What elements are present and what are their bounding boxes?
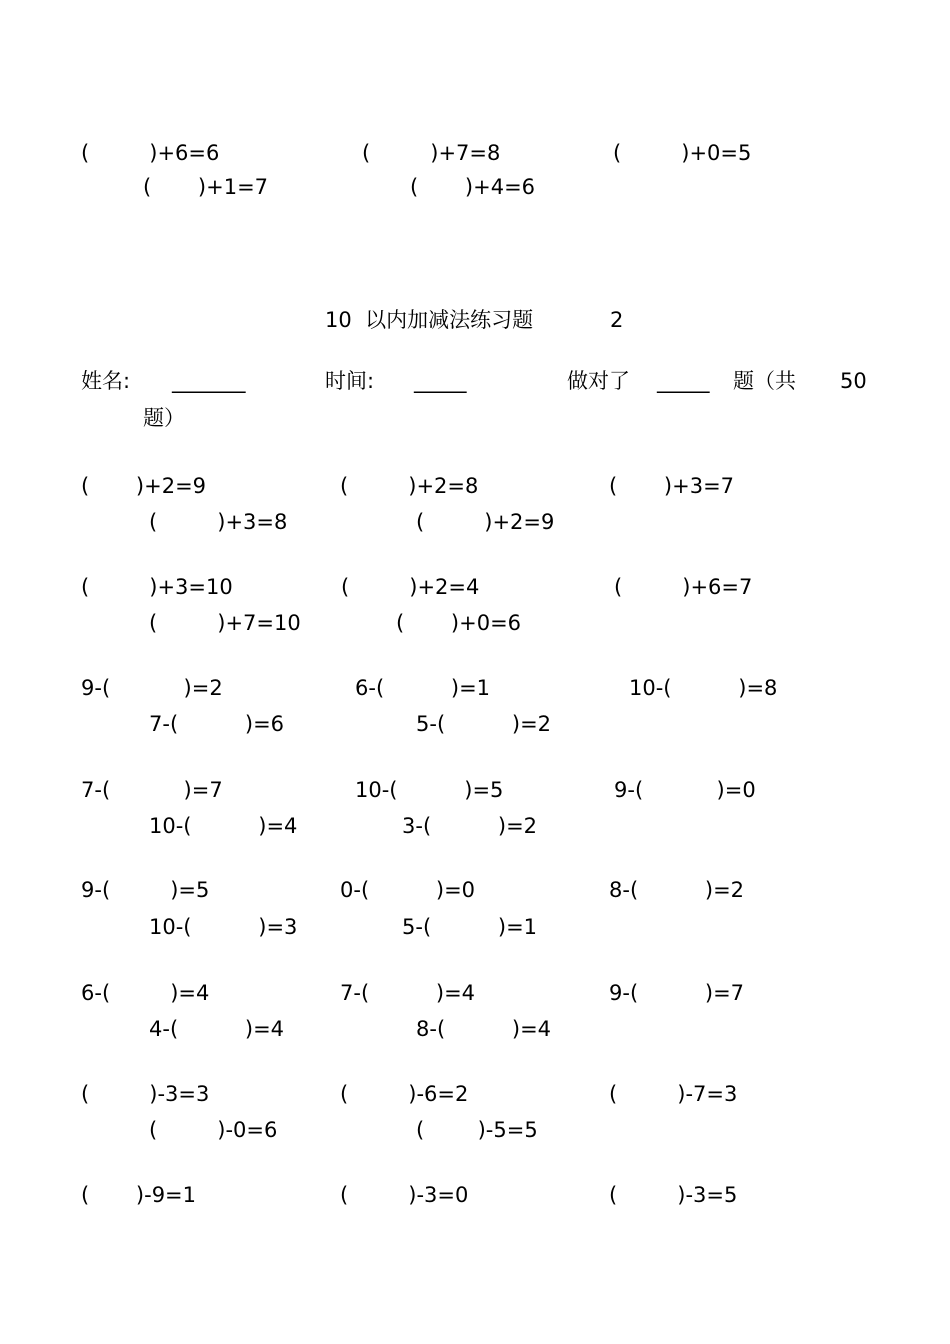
problem: 5-( )=1 (402, 915, 538, 939)
problem: ( )+3=10 (81, 575, 233, 599)
correct-blank: _____ (657, 369, 710, 393)
time-blank: _____ (414, 369, 467, 393)
problem: ( )-6=2 (340, 1082, 469, 1106)
worksheet-number: 2 (610, 308, 624, 332)
problem: ( )-5=5 (416, 1118, 538, 1142)
problem: ( )+7=10 (149, 611, 301, 635)
problem: ( )+3=7 (609, 474, 735, 498)
name-blank: _______ (172, 369, 246, 393)
problem: 9-( )=7 (609, 981, 745, 1005)
problem: 9-( )=2 (81, 676, 223, 700)
problem: ( )+0=6 (396, 611, 522, 635)
problem: 7-( )=7 (81, 778, 223, 802)
problem: 7-( )=4 (340, 981, 476, 1005)
problem: 9-( )=0 (614, 778, 756, 802)
problem: ( )-3=3 (81, 1082, 210, 1106)
problem: ( )+4=6 (410, 175, 536, 199)
problem: ( )-9=1 (81, 1183, 197, 1207)
problem: 10-( )=3 (149, 915, 298, 939)
problem: 8-( )=4 (416, 1017, 552, 1041)
problem: 0-( )=0 (340, 878, 476, 902)
problem: ( )+7=8 (362, 141, 501, 165)
problem: 6-( )=1 (355, 676, 491, 700)
problem: ( )+6=7 (614, 575, 753, 599)
problem: 10-( )=8 (629, 676, 778, 700)
problem: ( )+0=5 (613, 141, 752, 165)
problem: 4-( )=4 (149, 1017, 285, 1041)
problem: ( )+2=8 (340, 474, 479, 498)
name-label: 姓名: (81, 369, 131, 393)
problem: ( )+3=8 (149, 510, 288, 534)
problem: ( )+2=9 (416, 510, 555, 534)
problem: ( )+2=9 (81, 474, 207, 498)
problem: ( )-3=0 (340, 1183, 469, 1207)
problem: ( )-3=5 (609, 1183, 738, 1207)
problem: 6-( )=4 (81, 981, 210, 1005)
time-label: 时间: (325, 369, 375, 393)
problem: 3-( )=2 (402, 814, 538, 838)
problem: ( )+6=6 (81, 141, 220, 165)
problem: ( )+1=7 (143, 175, 269, 199)
page-title: 10 以内加减法练习题 (325, 308, 534, 332)
correct-label: 做对了 (567, 369, 630, 393)
problem: 7-( )=6 (149, 712, 285, 736)
problem: ( )-7=3 (609, 1082, 738, 1106)
total-number: 50 (840, 369, 867, 393)
problem: 8-( )=2 (609, 878, 745, 902)
problem: 9-( )=5 (81, 878, 210, 902)
problem: 10-( )=4 (149, 814, 298, 838)
total-suffix: 题） (143, 406, 185, 430)
problem: ( )+2=4 (341, 575, 480, 599)
problem: 5-( )=2 (416, 712, 552, 736)
problem: ( )-0=6 (149, 1118, 278, 1142)
total-prefix: 题（共 (733, 369, 796, 393)
problem: 10-( )=5 (355, 778, 504, 802)
